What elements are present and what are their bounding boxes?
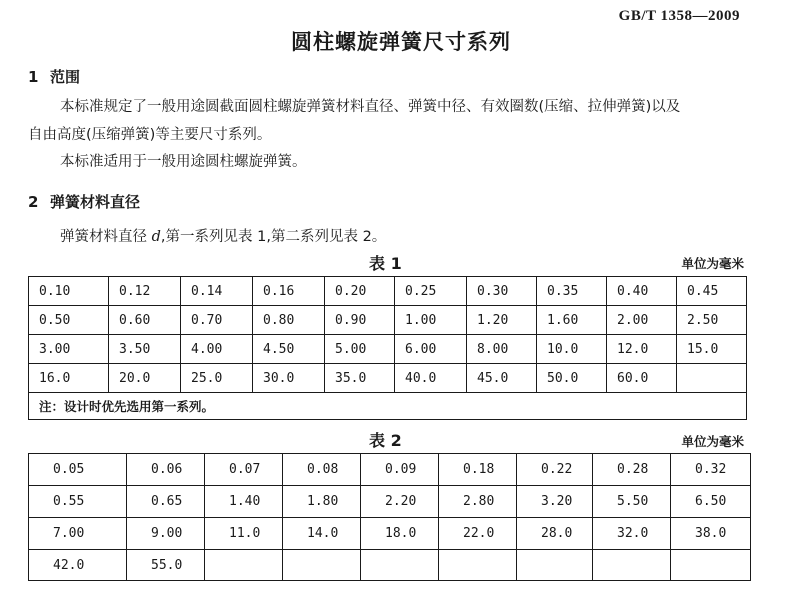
table-1-cell: 0.12 — [109, 277, 181, 306]
table-1 — [28, 276, 747, 420]
section-2-title: 弹簧材料直径 — [50, 193, 141, 211]
table-2-cell: 0.07 — [205, 454, 283, 486]
table-2-unit: 单位为毫米 — [681, 434, 744, 449]
table-1-cell: 16.0 — [29, 364, 109, 393]
table-1-cell: 0.20 — [325, 277, 395, 306]
table-2-row — [29, 486, 751, 518]
table-2-cell: 0.05 — [29, 454, 127, 486]
table-2-cell — [593, 550, 671, 581]
table-2-cell: 28.0 — [517, 518, 593, 550]
table-1-cell: 3.00 — [29, 335, 109, 364]
table-1-cell: 20.0 — [109, 364, 181, 393]
table-1-note: 注：设计时优先选用第一系列。 — [29, 393, 747, 420]
table-1-cell: 4.50 — [253, 335, 325, 364]
table-2-cell: 0.32 — [671, 454, 751, 486]
table-1-cell: 45.0 — [467, 364, 537, 393]
section-2-intro-prefix: 弹簧材料直径 — [60, 229, 152, 245]
section-1-title: 范围 — [50, 68, 81, 86]
table-2-cell: 9.00 — [127, 518, 205, 550]
table-1-cell: 50.0 — [537, 364, 607, 393]
table-2-cell — [439, 550, 517, 581]
table-1-cell: 0.40 — [607, 277, 677, 306]
table-1-cell: 0.60 — [109, 306, 181, 335]
table-1-note-row — [29, 393, 747, 420]
table-2 — [28, 453, 751, 581]
section-1-number: 1 — [28, 68, 39, 86]
table-2-cell: 3.20 — [517, 486, 593, 518]
table-2-row — [29, 550, 751, 581]
page-title: 圆柱螺旋弹簧尺寸系列 — [291, 30, 511, 54]
section-1-para-2: 本标准适用于一般用途圆柱螺旋弹簧。 — [60, 154, 307, 170]
section-2-intro-suffix: ,第一系列见表 1,第二系列见表 2。 — [160, 229, 387, 245]
section-1-para-1-line-2: 自由高度(压缩弹簧)等主要尺寸系列。 — [28, 127, 272, 143]
table-2-cell: 1.80 — [283, 486, 361, 518]
section-1-para-1-line-1: 本标准规定了一般用途圆截面圆柱螺旋弹簧材料直径、弹簧中径、有效圈数(压缩、拉伸弹簧)以及 — [60, 99, 681, 115]
table-2-cell: 0.09 — [361, 454, 439, 486]
table-1-cell: 5.00 — [325, 335, 395, 364]
table-1-cell: 0.25 — [395, 277, 467, 306]
table-2-cell: 11.0 — [205, 518, 283, 550]
table-1-cell: 6.00 — [395, 335, 467, 364]
table-2-row — [29, 454, 751, 486]
table-2-body — [29, 454, 751, 581]
table-1-cell — [677, 364, 747, 393]
document-code: GB/T 1358—2009 — [618, 8, 740, 24]
table-1-cell: 10.0 — [537, 335, 607, 364]
table-2-cell — [517, 550, 593, 581]
table-1-cell: 0.10 — [29, 277, 109, 306]
table-1-body — [29, 277, 747, 420]
table-1-cell: 40.0 — [395, 364, 467, 393]
table-2-cell: 0.18 — [439, 454, 517, 486]
table-1-cell: 1.60 — [537, 306, 607, 335]
table-1-cell: 12.0 — [607, 335, 677, 364]
table-2-cell: 32.0 — [593, 518, 671, 550]
table-2-cell: 0.08 — [283, 454, 361, 486]
table-2-caption: 表 2 — [369, 431, 402, 450]
section-2-intro-symbol: d — [151, 229, 161, 245]
table-1-cell: 0.70 — [181, 306, 253, 335]
table-2-cell: 55.0 — [127, 550, 205, 581]
table-2-cell — [361, 550, 439, 581]
table-1-row — [29, 364, 747, 393]
table-2-cell: 2.80 — [439, 486, 517, 518]
section-1-heading — [28, 66, 80, 87]
table-1-cell: 30.0 — [253, 364, 325, 393]
table-1-cell: 0.35 — [537, 277, 607, 306]
table-2-cell: 6.50 — [671, 486, 751, 518]
table-1-cell: 0.45 — [677, 277, 747, 306]
section-2-heading — [28, 191, 140, 212]
table-1-cell: 2.50 — [677, 306, 747, 335]
table-1-cell: 2.00 — [607, 306, 677, 335]
table-1-cell: 15.0 — [677, 335, 747, 364]
table-1-row — [29, 306, 747, 335]
table-2-cell: 0.22 — [517, 454, 593, 486]
table-2-cell: 22.0 — [439, 518, 517, 550]
table-1-row — [29, 335, 747, 364]
table-2-cell — [205, 550, 283, 581]
table-2-cell — [671, 550, 751, 581]
table-1-cell: 0.16 — [253, 277, 325, 306]
table-1-cell: 3.50 — [109, 335, 181, 364]
table-1-cell: 0.90 — [325, 306, 395, 335]
table-1-cell: 1.00 — [395, 306, 467, 335]
table-2-cell: 2.20 — [361, 486, 439, 518]
table-1-caption: 表 1 — [369, 254, 402, 273]
table-1-unit: 单位为毫米 — [681, 256, 744, 271]
table-1-cell: 25.0 — [181, 364, 253, 393]
table-2-cell: 1.40 — [205, 486, 283, 518]
table-1-cell: 1.20 — [467, 306, 537, 335]
table-2-cell: 42.0 — [29, 550, 127, 581]
table-1-cell: 8.00 — [467, 335, 537, 364]
table-1-cell: 0.14 — [181, 277, 253, 306]
table-1-cell: 0.30 — [467, 277, 537, 306]
table-1-cell: 4.00 — [181, 335, 253, 364]
table-1-cell: 60.0 — [607, 364, 677, 393]
table-2-cell: 0.06 — [127, 454, 205, 486]
table-2-cell: 38.0 — [671, 518, 751, 550]
table-2-cell: 0.55 — [29, 486, 127, 518]
table-2-cell: 7.00 — [29, 518, 127, 550]
table-1-row — [29, 277, 747, 306]
table-2-cell: 5.50 — [593, 486, 671, 518]
table-2-cell: 0.65 — [127, 486, 205, 518]
table-2-cell: 0.28 — [593, 454, 671, 486]
table-2-cell: 18.0 — [361, 518, 439, 550]
table-1-cell: 35.0 — [325, 364, 395, 393]
section-2-intro — [60, 226, 386, 249]
table-1-cell: 0.80 — [253, 306, 325, 335]
table-1-cell: 0.50 — [29, 306, 109, 335]
table-2-cell: 14.0 — [283, 518, 361, 550]
table-2-row — [29, 518, 751, 550]
section-2-number: 2 — [28, 193, 39, 211]
table-2-cell — [283, 550, 361, 581]
